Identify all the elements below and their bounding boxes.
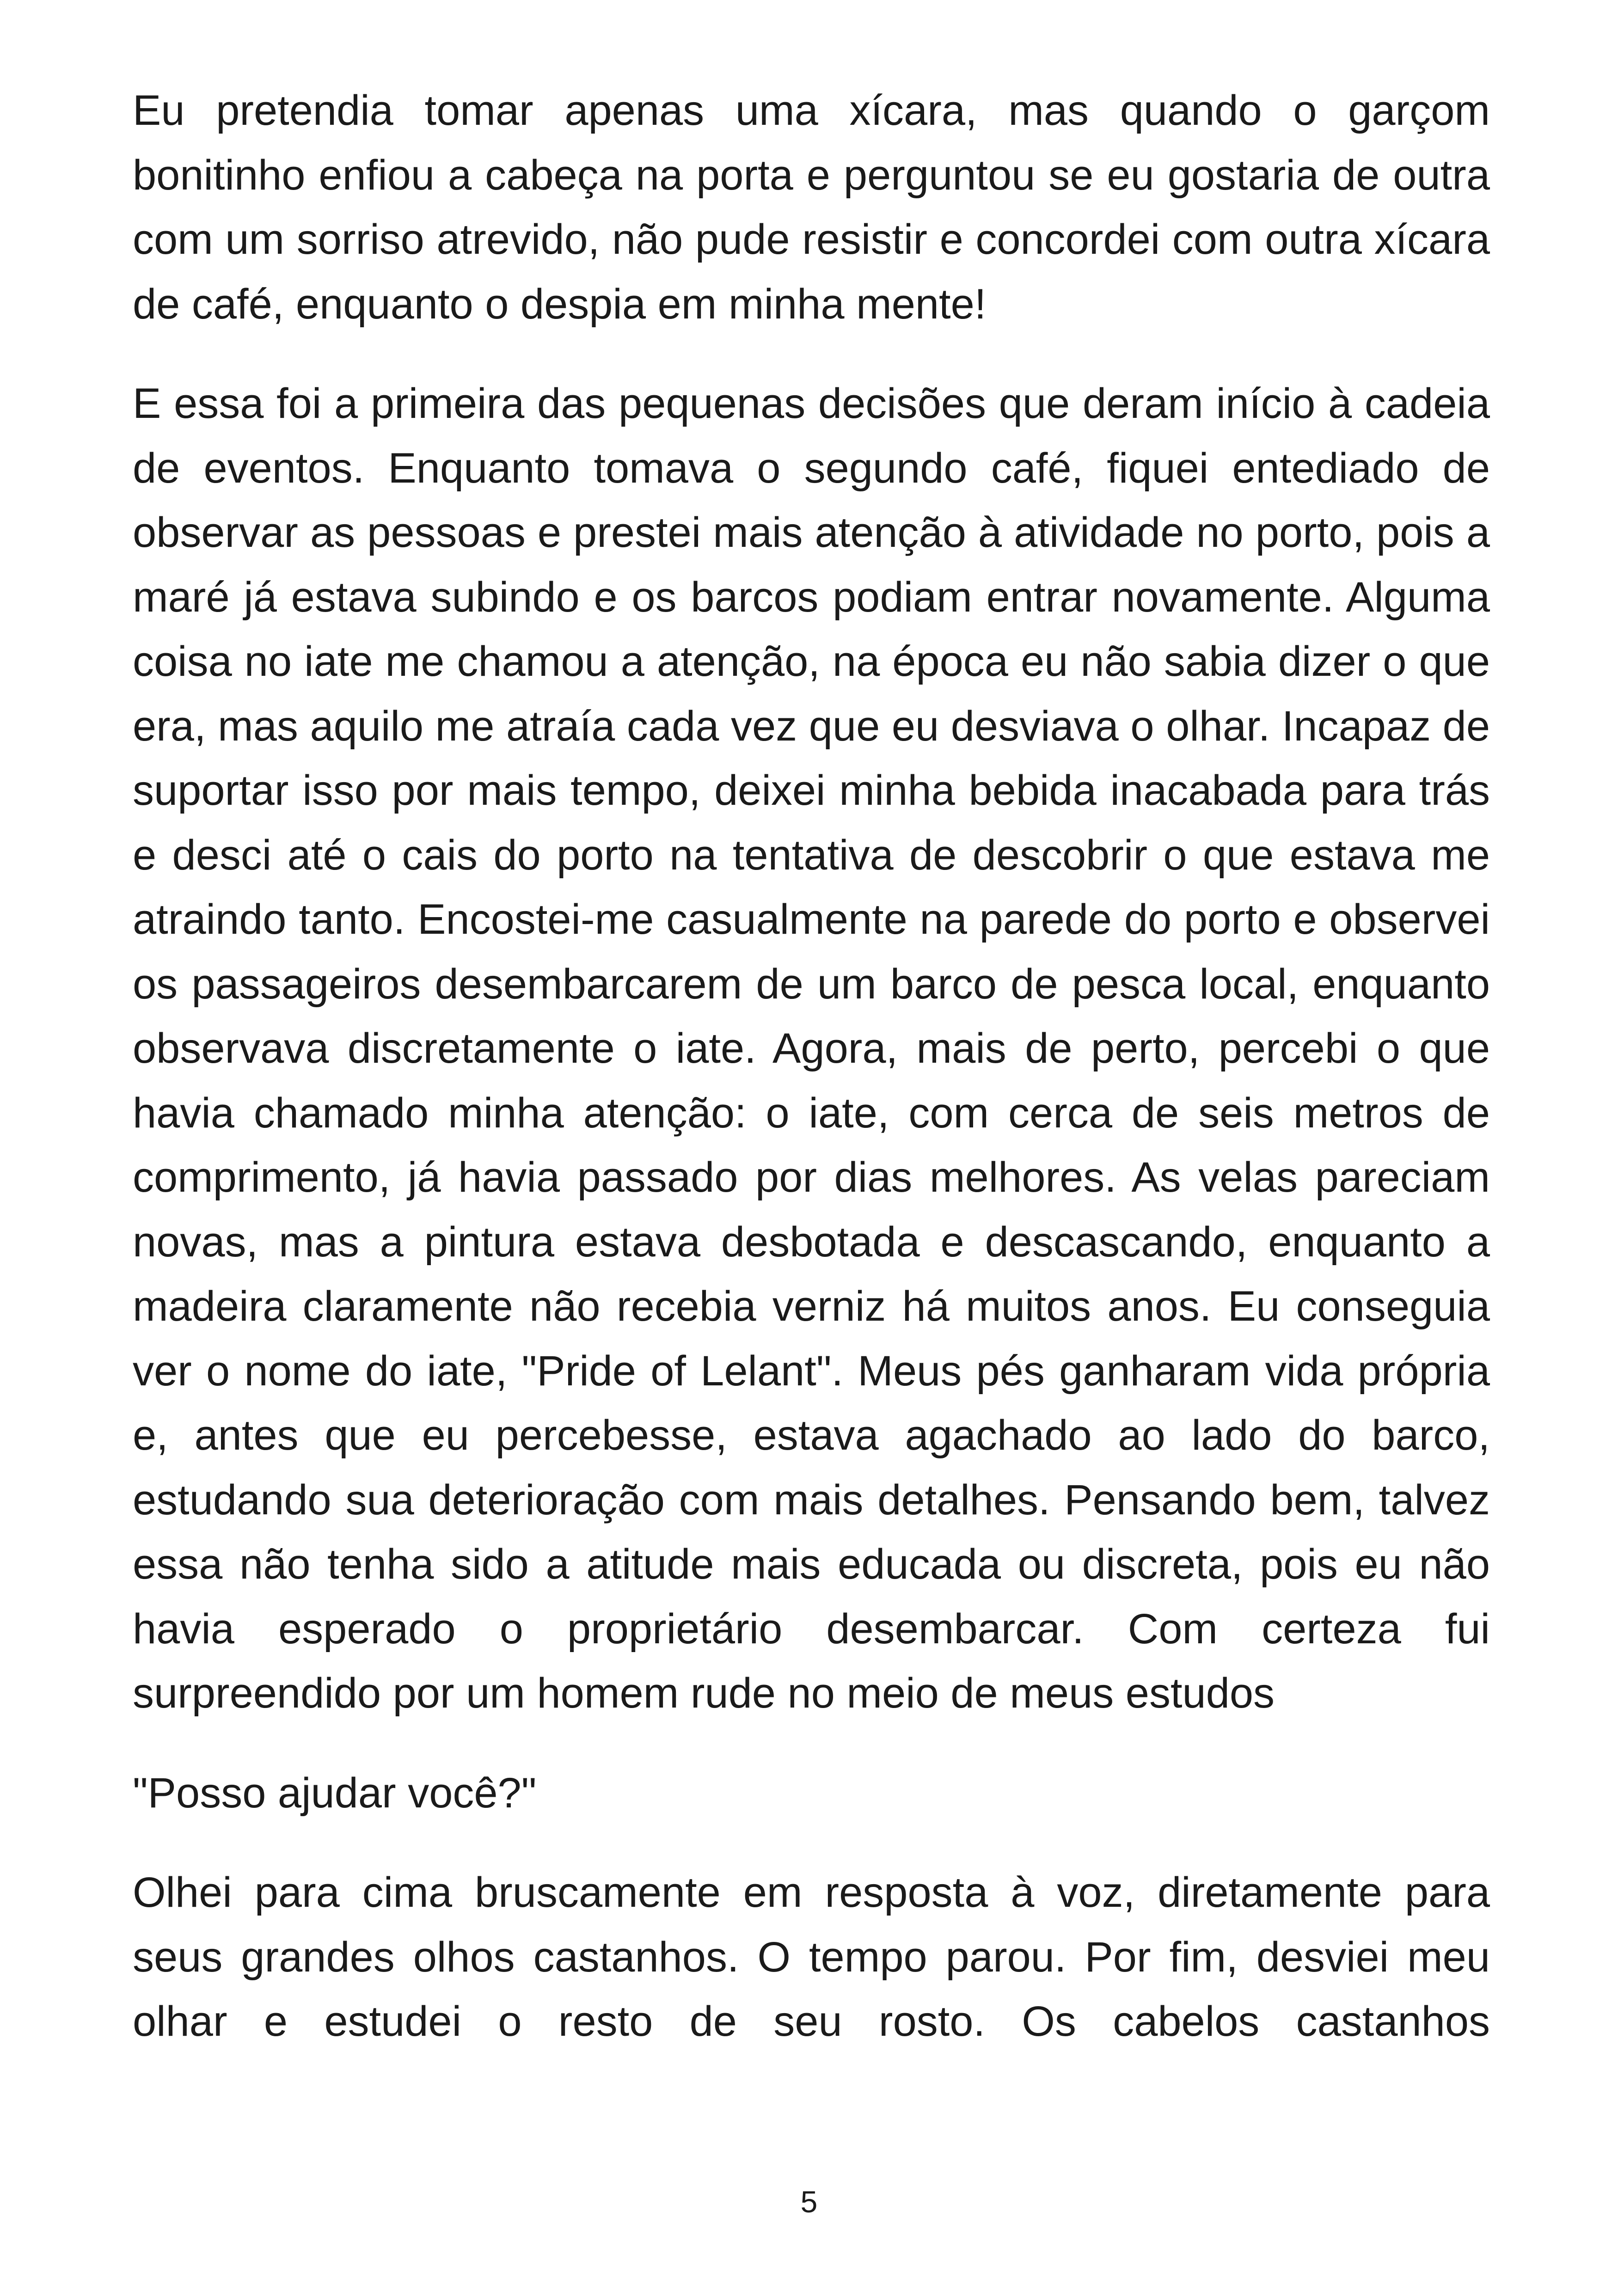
page-number: 5 xyxy=(800,2185,818,2219)
page-body xyxy=(133,79,1490,2054)
paragraph: E essa foi a primeira das pequenas decisões que deram início à cadeia de eventos. Enquanto tomava o segundo café, fiquei entediado de observar as pessoas e prestei mais atenção à atividade no porto, pois a maré já estava subindo e os barcos podiam entrar novamente. Alguma coisa no iate me chamou a atenção, na época eu não sabia dizer o que era, mas aquilo me atraía cada vez que eu desviava o olhar. Incapaz de suportar isso por mais tempo, deixei minha bebida inacabada para trás e desci até o cais do porto na tentativa de descobrir o que estava me atraindo tanto. Encostei-me casualmente na parede do porto e observei os passageiros desembarcarem de um barco de pesca local, enquanto observava discretamente o iate. Agora, mais de perto, percebi o que havia chamado minha atenção: o iate, com cerca de seis metros de comprimento, já havia passado por dias melhores. As velas pareciam novas, mas a pintura estava desbotada e descascando, enquanto a madeira claramente não recebia verniz há muitos anos. Eu conseguia ver o nome do iate, "Pride of Lelant". Meus pés ganharam vida própria e, antes que eu percebesse, estava agachado ao lado do barco, estudando sua deterioração com mais detalhes. Pensando bem, talvez essa não tenha sido a atitude mais educada ou discreta, pois eu não havia esperado o proprietário desembarcar. Com certeza fui surpreendido por um homem rude no meio de meus estudos xyxy=(133,380,1490,1717)
paragraph: Olhei para cima bruscamente em resposta à voz, diretamente para seus grandes olhos castanhos. O tempo parou. Por fim, desviei meu olhar e estudei o resto de seu rosto. Os cabelos castanhos xyxy=(133,1869,1490,2045)
paragraph: "Posso ajudar você?" xyxy=(133,1769,537,1817)
paragraph: Eu pretendia tomar apenas uma xícara, mas quando o garçom bonitinho enfiou a cabeça na porta e perguntou se eu gostaria de outra com um sorriso atrevido, não pude resistir e concordei com outra xícara de café, enquanto o despia em minha mente! xyxy=(133,87,1490,328)
